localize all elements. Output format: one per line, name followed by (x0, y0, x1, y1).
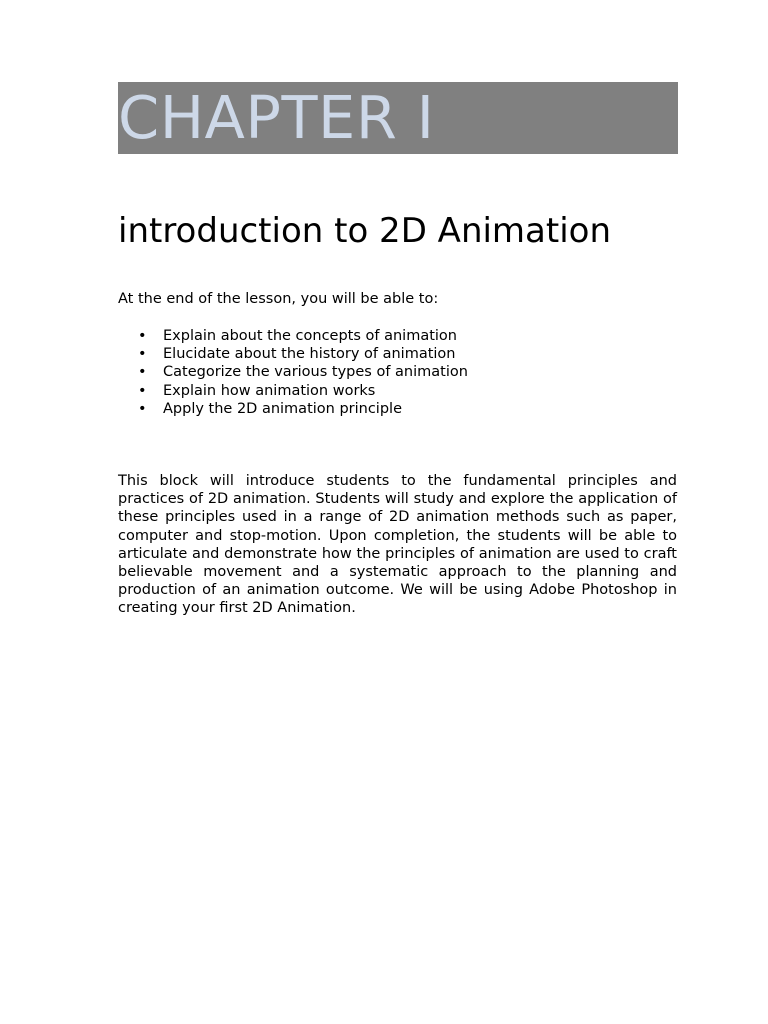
objective-text: Elucidate about the history of animation (163, 346, 456, 363)
objective-text: Explain about the concepts of animation (163, 328, 457, 344)
objective-item (118, 363, 468, 381)
objective-text: Categorize the various types of animation (163, 364, 468, 381)
objective-item (118, 345, 468, 363)
objective-item (118, 400, 468, 418)
bullet-icon: • (138, 364, 147, 381)
objective-item (118, 327, 468, 345)
bullet-icon: • (138, 382, 147, 399)
objective-item (118, 382, 468, 400)
section-heading: introduction to 2D Animation (118, 211, 612, 251)
objectives-list (118, 327, 468, 418)
bullet-icon: • (138, 328, 147, 344)
chapter-banner (118, 82, 678, 154)
chapter-title: CHAPTER I (118, 83, 435, 152)
bullet-icon: • (138, 346, 147, 363)
objective-text: Explain how animation works (163, 382, 376, 399)
body-paragraph: This block will introduce students to the fundamental principles and practices of 2D animation. Students will study and explore the application of these principles used in a range of 2D animation methods such as paper, computer and stop-motion. Upon completion, the students will be able to articulate and demonstrate how the principles of animation are used to craft believable movement and a systematic approach to the planning and production of an animation outcome. We will be using Adobe Photoshop in creating your first 2D Animation. (118, 473, 677, 617)
objectives-intro: At the end of the lesson, you will be able to: (118, 291, 439, 307)
objective-text: Apply the 2D animation principle (163, 400, 402, 417)
bullet-icon: • (138, 400, 147, 417)
